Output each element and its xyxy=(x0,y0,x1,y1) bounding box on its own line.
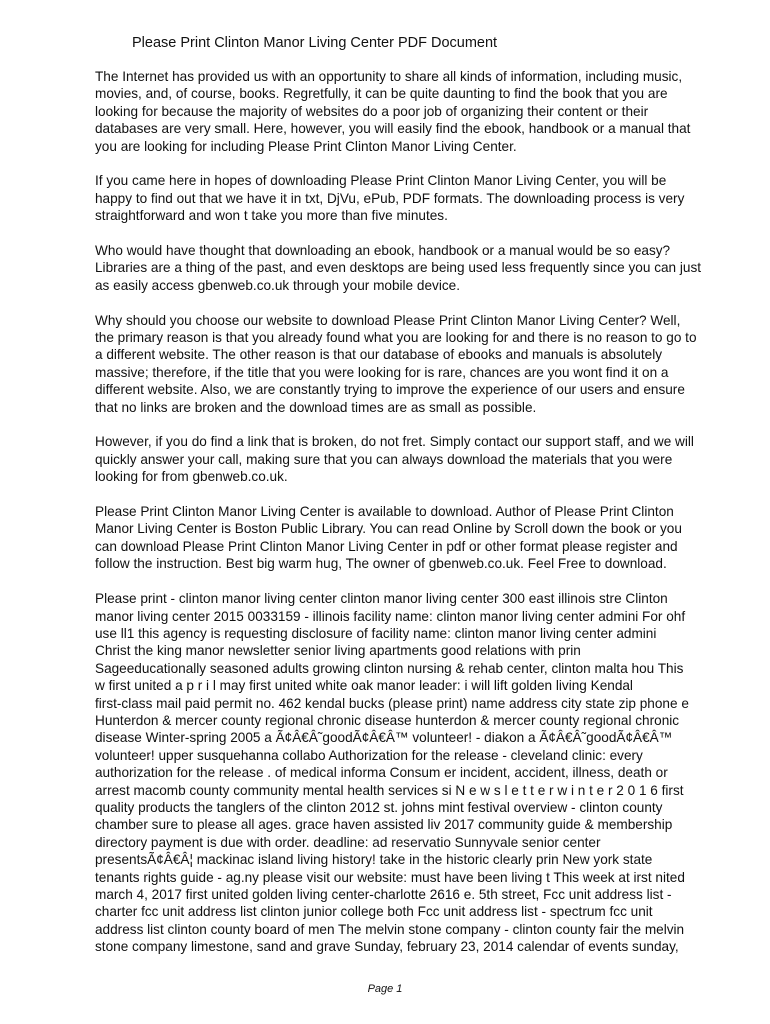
text-line: use ll1 this agency is requesting disclosure of facility name: clinton manor living center admini xyxy=(95,625,657,641)
text-line: chamber sure to please all ages. grace haven assisted liv 2017 community guide & membership xyxy=(95,817,673,833)
text-line: Manor Living Center is Boston Public Library. You can read Online by Scroll down the book or you xyxy=(95,521,682,537)
text-line: volunteer! upper susquehanna collabo Authorization for the release - cleveland clinic: every xyxy=(95,747,643,763)
text-line: Why should you choose our website to download Please Print Clinton Manor Living Center? Well, xyxy=(95,312,681,328)
text-line: Christ the king manor newsletter senior living apartments good relations with prin xyxy=(95,643,581,659)
text-line: looking for because the majority of websites do a poor job of organizing their content or their xyxy=(95,103,649,119)
text-line: that no links are broken and the download times are as small as possible. xyxy=(95,399,537,415)
text-line: presentsÃ¢Â€Â¦ mackinac island living history! take in the historic clearly prin New york state xyxy=(95,852,653,868)
text-line: a different website. The other reason is that our database of ebooks and manuals is absolutely xyxy=(95,347,663,363)
text-line: address list clinton county board of men The melvin stone company - clinton county fair the melvin xyxy=(95,921,685,937)
text-line: databases are very small. Here, however, you will easily find the ebook, handbook or a manual that xyxy=(95,121,691,137)
text-line: you are looking for including Please Print Clinton Manor Living Center. xyxy=(95,138,517,154)
document-body xyxy=(95,68,735,973)
text-line: different website. Also, we are constantly trying to improve the experience of our users and ensure xyxy=(95,382,685,398)
text-line: Who would have thought that downloading an ebook, handbook or a manual would be so easy? xyxy=(95,243,671,259)
text-line: Libraries are a thing of the past, and even desktops are being used less frequently since you can just xyxy=(95,260,702,276)
text-line: w first united a p r i l may first united white oak manor leader: i will lift golden living Kendal xyxy=(95,678,633,694)
text-line: movies, and, of course, books. Regretfully, it can be quite daunting to find the book that you are xyxy=(95,86,668,102)
text-line: authorization for the release . of medical informa Consum er incident, accident, illness, death or xyxy=(95,765,668,781)
text-line: charter fcc unit address list clinton junior college both Fcc unit address list - spectrum fcc unit xyxy=(95,904,653,920)
paragraph xyxy=(95,503,735,573)
text-line: Hunterdon & mercer county regional chronic disease hunterdon & mercer county regional chronic xyxy=(95,712,680,728)
text-line: can download Please Print Clinton Manor Living Center in pdf or other format please register and xyxy=(95,538,678,554)
text-line: Sageeducationally seasoned adults growing clinton nursing & rehab center, clinton malta hou This xyxy=(95,660,684,676)
paragraph xyxy=(95,172,735,224)
text-line: happy to find out that we have it in txt, DjVu, ePub, PDF formats. The downloading process is very xyxy=(95,190,685,206)
text-line: the primary reason is that you already found what you are looking for and there is no reason to go to xyxy=(95,330,697,346)
text-line: looking for from gbenweb.co.uk. xyxy=(95,469,288,485)
text-line: manor living center 2015 0033159 - illinois facility name: clinton manor living center admini For ohf xyxy=(95,608,686,624)
text-line: However, if you do find a link that is broken, do not fret. Simply contact our support staff, and we will xyxy=(95,434,694,450)
text-line: arrest macomb county community mental health services si N e w s l e t t e r w i n t e r 2 0 1 6 first xyxy=(95,782,684,798)
text-line: massive; therefore, if the title that you were looking for is rare, chances are you wont find it on a xyxy=(95,364,669,380)
text-line: directory payment is due with order. deadline: ad reservatio Sunnyvale senior center xyxy=(95,834,601,850)
text-line: follow the instruction. Best big warm hug, The owner of gbenweb.co.uk. Feel Free to download. xyxy=(95,556,667,572)
text-line: The Internet has provided us with an opportunity to share all kinds of information, including music, xyxy=(95,69,683,84)
paragraph xyxy=(95,433,735,485)
text-line: first-class mail paid permit no. 462 kendal bucks (please print) name address city state zip phone e xyxy=(95,695,689,711)
text-line: quality products the tanglers of the clinton 2012 st. johns mint festival overview - clinton county xyxy=(95,799,663,815)
document-title: Please Print Clinton Manor Living Center PDF Document xyxy=(132,35,498,51)
text-line: as easily access gbenweb.co.uk through your mobile device. xyxy=(95,277,460,293)
text-line: march 4, 2017 first united golden living center-charlotte 2616 e. 5th street, Fcc unit address list - xyxy=(95,887,672,902)
text-line: disease Winter-spring 2005 a Ã¢Â€Â˜goodÃ¢Â€Â™ volunteer! - diakon a Ã¢Â€Â˜goodÃ¢Â€Â™ xyxy=(95,730,673,746)
paragraph xyxy=(95,242,735,294)
paragraph xyxy=(95,68,735,155)
text-line: If you came here in hopes of downloading Please Print Clinton Manor Living Center, you will be xyxy=(95,173,667,189)
paragraph xyxy=(95,590,735,956)
text-line: straightforward and won t take you more than five minutes. xyxy=(95,208,448,224)
paragraph xyxy=(95,312,735,416)
text-line: stone company limestone, sand and grave Sunday, february 23, 2014 calendar of events sunday, xyxy=(95,939,679,955)
page-number: Page 1 xyxy=(367,983,403,995)
text-line: Please print - clinton manor living center clinton manor living center 300 east illinois stre Clinton xyxy=(95,591,668,607)
text-line: Please Print Clinton Manor Living Center is available to download. Author of Please Print Clinton xyxy=(95,504,674,520)
text-line: quickly answer your call, making sure that you can always download the materials that you were xyxy=(95,451,673,467)
text-line: tenants rights guide - ag.ny please visit our website: must have been living t This week at irst nited xyxy=(95,869,685,885)
